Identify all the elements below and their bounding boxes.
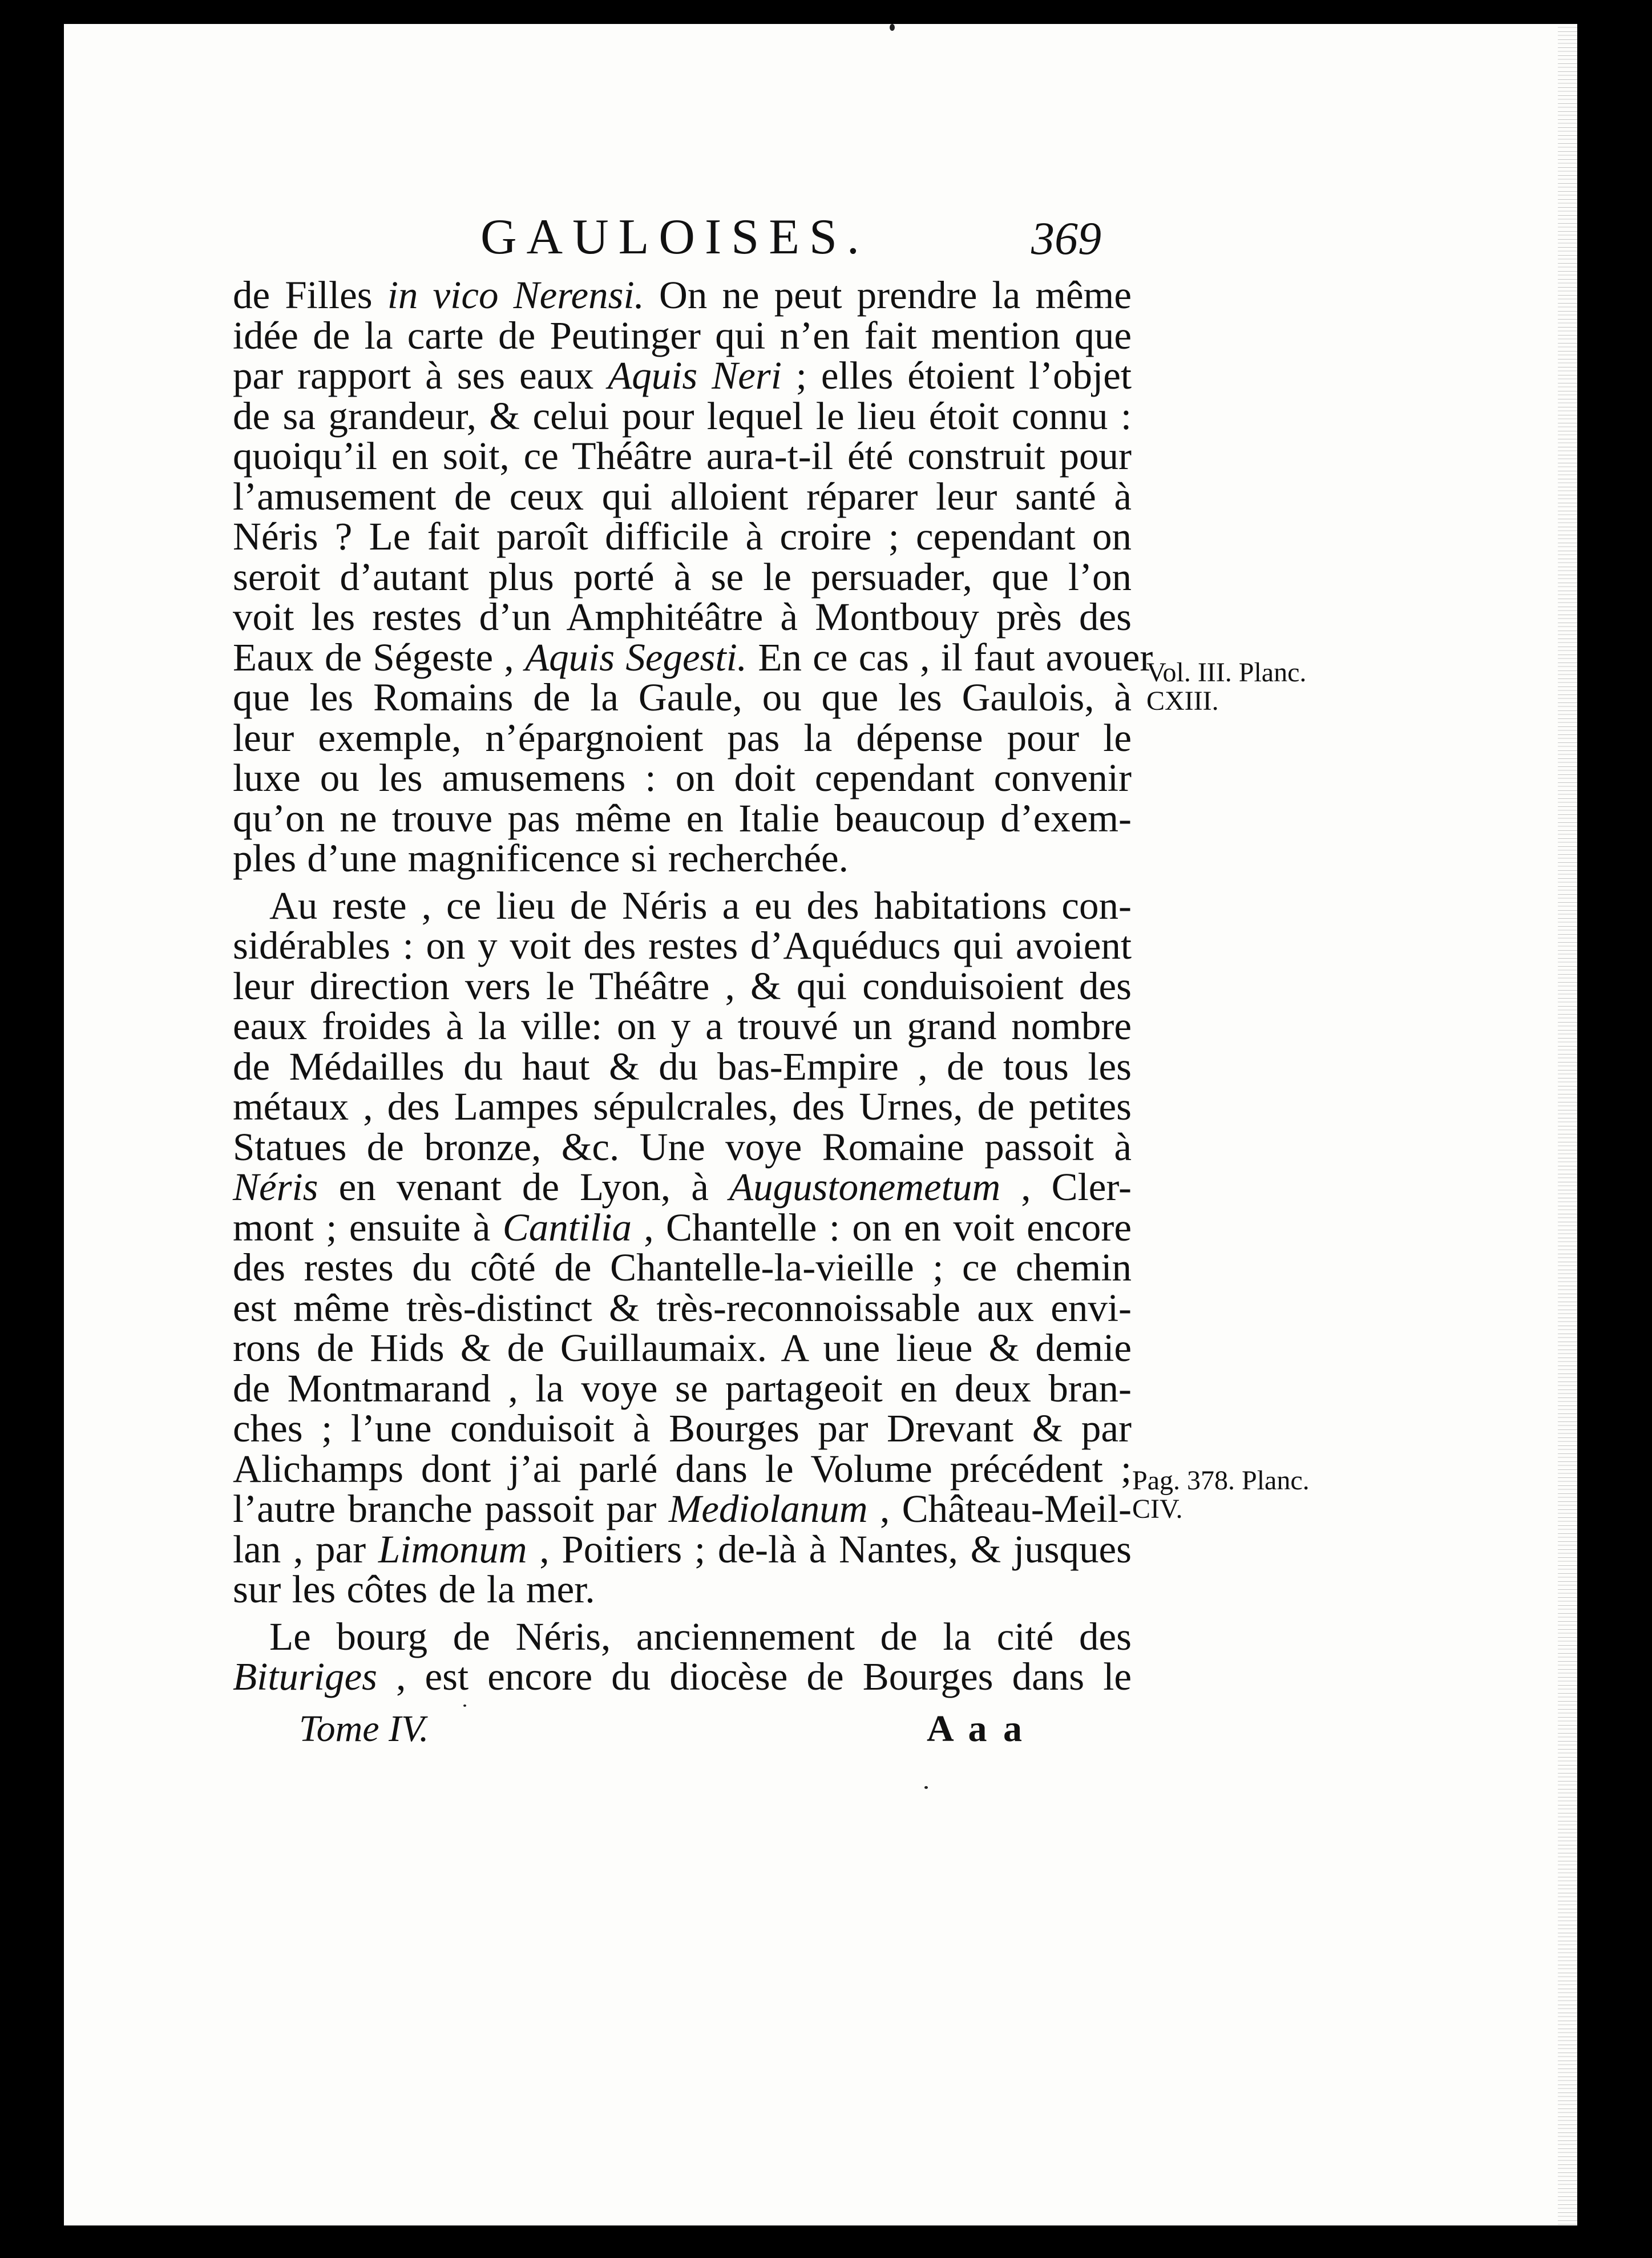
text-run: mont ; ensuite à	[233, 1205, 503, 1249]
text-line	[233, 1127, 1132, 1168]
text-line	[233, 396, 1132, 437]
text-line	[233, 926, 1132, 966]
italic-text: Néris	[233, 1165, 318, 1209]
text-line	[233, 1408, 1132, 1449]
text-line	[233, 1657, 1132, 1697]
text-run: ; elles étoient l’objet	[781, 354, 1132, 397]
italic-text: Aquis Segesti.	[524, 635, 748, 679]
running-title: GAULOISES.	[480, 209, 869, 265]
text-run: , est encore du diocèse de Bourges dans le	[377, 1655, 1132, 1698]
text-run: de sa grandeur, & celui pour lequel le lieu étoit connu :	[233, 394, 1132, 438]
text-run: Le bourg de Néris, anciennement de la cité des	[269, 1614, 1132, 1658]
text-line	[233, 597, 1132, 637]
italic-text: Augustonemetum	[729, 1165, 1001, 1209]
book-page	[64, 24, 1577, 2225]
text-line	[233, 1328, 1132, 1368]
text-line	[233, 313, 1132, 357]
text-run: de Médailles du haut & du bas-Empire , de tous les	[233, 1044, 1132, 1088]
text-line	[233, 1247, 1132, 1288]
paragraph	[233, 1614, 1132, 1698]
text-run: leur direction vers le Théâtre , & qui conduisoient des	[233, 964, 1132, 1008]
text-run: de Montmarand , la voye se partageoit en deux bran-	[233, 1366, 1132, 1410]
margin-note-line: CIV.	[1132, 1494, 1183, 1524]
margin-note-plate-reference	[1146, 659, 1306, 716]
ink-speck	[463, 1704, 466, 1707]
text-run: En ce cas , il faut avouer	[747, 635, 1153, 679]
italic-text: Aquis Neri	[608, 354, 782, 397]
text-run: que les Romains de la Gaule, ou que les Gaulois, à	[233, 676, 1132, 719]
text-run: leur exemple, n’épargnoient pas la dépense pour le	[233, 716, 1132, 760]
page-number: 369	[1031, 212, 1101, 264]
text-run: , Poitiers ; de-là à Nantes, & jusques	[527, 1527, 1132, 1571]
text-line	[233, 1288, 1132, 1328]
text-line	[233, 1207, 1132, 1248]
text-line	[233, 635, 1153, 679]
text-run: eaux froides à la ville: on y a trouvé un grand nombre	[233, 1004, 1132, 1048]
text-line	[233, 557, 1132, 597]
text-run: lan , par	[233, 1527, 378, 1571]
italic-text: Bituriges	[233, 1655, 377, 1698]
text-run: l’amusement de ceux qui alloient réparer leur santé à	[233, 474, 1132, 518]
text-run: Alichamps dont j’ai parlé dans le Volume précédent ;	[233, 1447, 1132, 1490]
text-line	[233, 436, 1132, 476]
text-line	[233, 966, 1132, 1007]
italic-text: Limonum	[378, 1527, 527, 1571]
text-line	[233, 883, 1132, 927]
text-line	[233, 1086, 1132, 1127]
paragraph	[233, 883, 1132, 1611]
text-line	[233, 1044, 1132, 1088]
text-line	[233, 1167, 1132, 1207]
text-line	[233, 718, 1132, 758]
text-run: voit les restes d’un Amphitéâtre à Montbouy près des	[233, 595, 1132, 639]
text-run: l’autre branche passoit par	[233, 1487, 669, 1530]
text-line	[233, 356, 1132, 396]
body-text	[233, 273, 1153, 1698]
margin-note-line: CXIII.	[1146, 686, 1219, 716]
text-run: métaux , des Lampes sépulcrales, des Urnes, de petites	[233, 1085, 1132, 1128]
text-run: des restes du côté de Chantelle-la-vieille ; ce chemin	[233, 1246, 1132, 1289]
text-run: Statues de bronze, &c. Une voye Romaine passoit à	[233, 1125, 1132, 1169]
text-run: Néris ? Le fait paroît difficile à croire ; cependant on	[233, 515, 1132, 558]
text-run: sidérables : on y voit des restes d’Aquéducs qui avoient	[233, 924, 1132, 967]
text-run: sur les côtes de la mer.	[233, 1568, 595, 1611]
text-line	[233, 798, 1132, 839]
text-line	[233, 838, 1132, 879]
text-run: rons de Hids & de Guillaumaix. A une lieue & demie	[233, 1326, 1132, 1370]
text-line	[233, 1614, 1132, 1658]
text-run: On ne peut prendre la même	[644, 273, 1132, 317]
signature-mark: A a a	[927, 1708, 1026, 1750]
text-line	[233, 1529, 1132, 1570]
margin-note-line: Pag. 378. Planc.	[1132, 1465, 1310, 1496]
text-run: seroit d’autant plus porté à se le persuader, que l’on	[233, 555, 1132, 599]
paragraph	[233, 273, 1153, 880]
text-line	[233, 275, 1132, 316]
ink-speck	[890, 24, 895, 31]
text-run: ches ; l’une conduisoit à Bourges par Drevant & par	[233, 1407, 1132, 1450]
volume-footer: Tome IV.	[299, 1708, 429, 1750]
italic-text: in vico Nerensi.	[387, 273, 644, 317]
italic-text: Cantilia	[502, 1205, 632, 1249]
text-line	[233, 516, 1132, 557]
text-run: en venant de Lyon, à	[318, 1165, 729, 1209]
margin-note-line: Vol. III. Planc.	[1146, 657, 1307, 688]
text-line	[233, 758, 1132, 798]
italic-text: Mediolanum	[668, 1487, 868, 1530]
text-run: , Château-Meil-	[867, 1487, 1132, 1530]
text-line	[233, 1489, 1132, 1529]
text-line	[233, 476, 1132, 517]
text-run: par rapport à ses eaux	[233, 354, 608, 397]
text-run: qu’on ne trouve pas même en Italie beaucoup d’exem-	[233, 796, 1132, 840]
text-line	[233, 1368, 1132, 1409]
text-line	[233, 677, 1132, 718]
text-run: , Chantelle : on en voit encore	[631, 1205, 1132, 1249]
text-run: Eaux de Ségeste ,	[233, 635, 525, 679]
margin-note-page-reference	[1132, 1467, 1310, 1524]
text-run: de Filles	[233, 273, 387, 317]
text-run: , Cler-	[1000, 1165, 1132, 1209]
text-line	[233, 1449, 1132, 1489]
ink-speck	[924, 1786, 928, 1789]
text-run: Au reste , ce lieu de Néris a eu des habitations con-	[269, 883, 1132, 927]
page-edge-shadow	[1558, 24, 1577, 2225]
text-run: ples d’une magnificence si recherchée.	[233, 837, 849, 880]
text-run: quoiqu’il en soit, ce Théâtre aura-t-il été construit pour	[233, 434, 1132, 478]
text-line	[233, 1569, 1132, 1610]
text-run: idée de la carte de Peutinger qui n’en fait mention que	[233, 313, 1132, 357]
text-run: est même très-distinct & très-reconnoissable aux envi-	[233, 1286, 1132, 1330]
text-line	[233, 1006, 1132, 1047]
text-run: luxe ou les amusemens : on doit cependant convenir	[233, 756, 1132, 799]
